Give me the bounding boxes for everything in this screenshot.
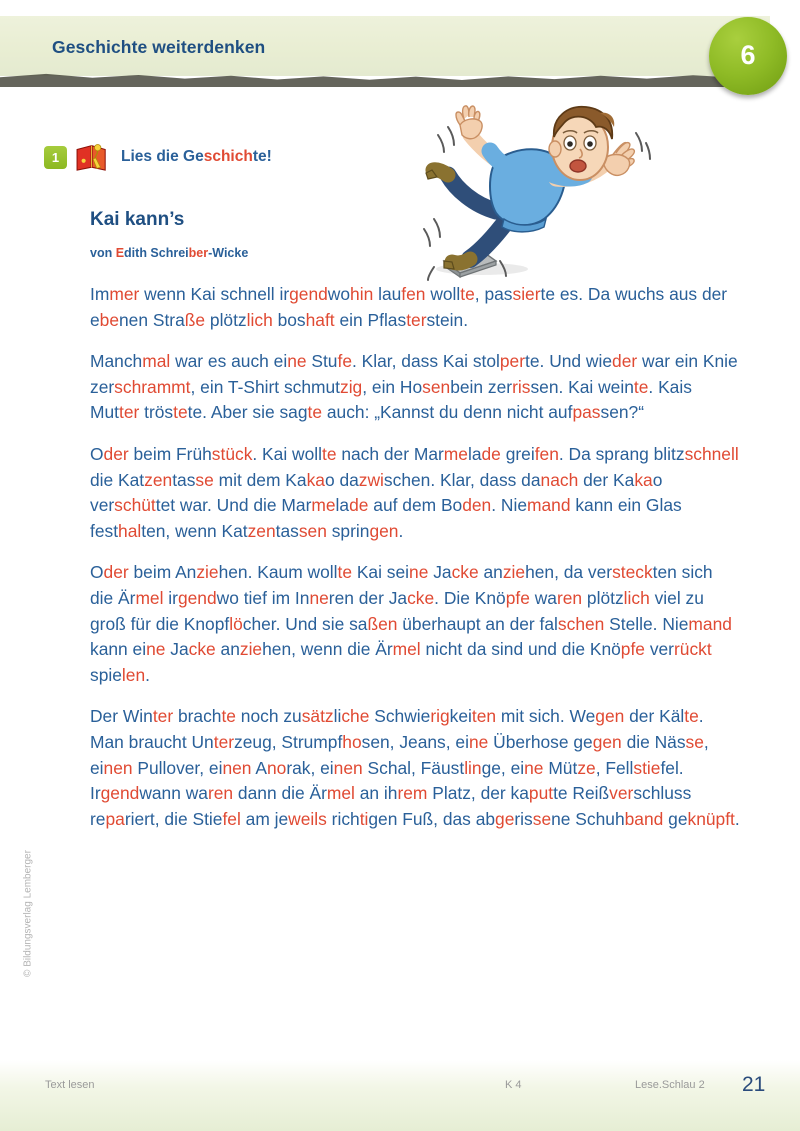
story-paragraph: Der Winter brachte noch zusätzliche Schwierigkeiten mit sich. Wegen der Kälte. Man braucht Unterzeug, Strumpfhosen, Jeans, eine Überhose gegen die Nässe, einen Pullover, einen Anorak, einen Schal, Fäustlinge, eine Mütze, Fellstiefel. Irgendwann waren dann die Ärmel an ihrem Platz, der kaputte Reißverschluss repariert, die Stiefel am jeweils richtigen Fuß, das abgerissene Schuhband geknüpft. [90,706,740,829]
task-number-badge: 1 [44,146,67,169]
story-paragraph: Immer wenn Kai schnell irgendwohin laufen wollte, passierte es. Da wuchs aus der ebenen Straße plötzlich boshaft ein Pflasterstein. [90,284,728,330]
story-illustration [404,101,666,283]
footer-band [0,1060,800,1131]
copyright-notice: © Bildungsverlag Lemberger [22,850,34,977]
story-paragraph: Oder beim Frühstück. Kai wollte nach der Marmelade greifen. Da sprang blitzschnell die Katzentasse mit dem Kakao dazwischen. Klar, dass danach der Kakao verschüttet war. Und die Marmelade auf dem Boden. Niemand kann ein Glas festhalten, wenn Katzentassen springen. [90,443,739,541]
page-title: Geschichte weiterdenken [52,37,266,57]
footer-series-label: Lese.Schlau 2 [635,1079,705,1091]
footer-code-label: K 4 [505,1079,522,1091]
story-paragraph: Manchmal war es auch eine Stufe. Klar, dass Kai stolperte. Und wieder war ein Knie zerschrammt, ein T-Shirt schmutzig, ein Hosenbein zerrissen. Kai weinte. Kais Mutter tröstete. Aber sie sagte auch: „Kannst du denn nicht aufpassen?“ [90,351,738,423]
story-title: Kai kann’s [90,209,185,230]
page-number: 21 [742,1073,766,1096]
chapter-number-label: 6 [740,39,756,70]
story-author: von Edith Schreiber-Wicke [90,246,249,260]
footer-activity-label: Text lesen [45,1079,95,1091]
task-1-label: Lies die Geschichte! [121,148,272,165]
reading-book-icon [74,142,112,172]
chapter-number-badge [709,17,787,95]
story-body [90,282,740,832]
task-1-row [44,142,272,172]
story-paragraph: Oder beim Anziehen. Kaum wollte Kai seine Jacke anziehen, da versteckten sich die Ärmel irgendwo tief im Inneren der Jacke. Die Knöpfe waren plötzlich viel zu groß für die Knopflöcher. Und sie saßen überhaupt an der falschen Stelle. Niemand kann eine Jacke anziehen, wenn die Ärmel nicht da sind und die Knöpfe verrückt spielen. [90,562,732,685]
